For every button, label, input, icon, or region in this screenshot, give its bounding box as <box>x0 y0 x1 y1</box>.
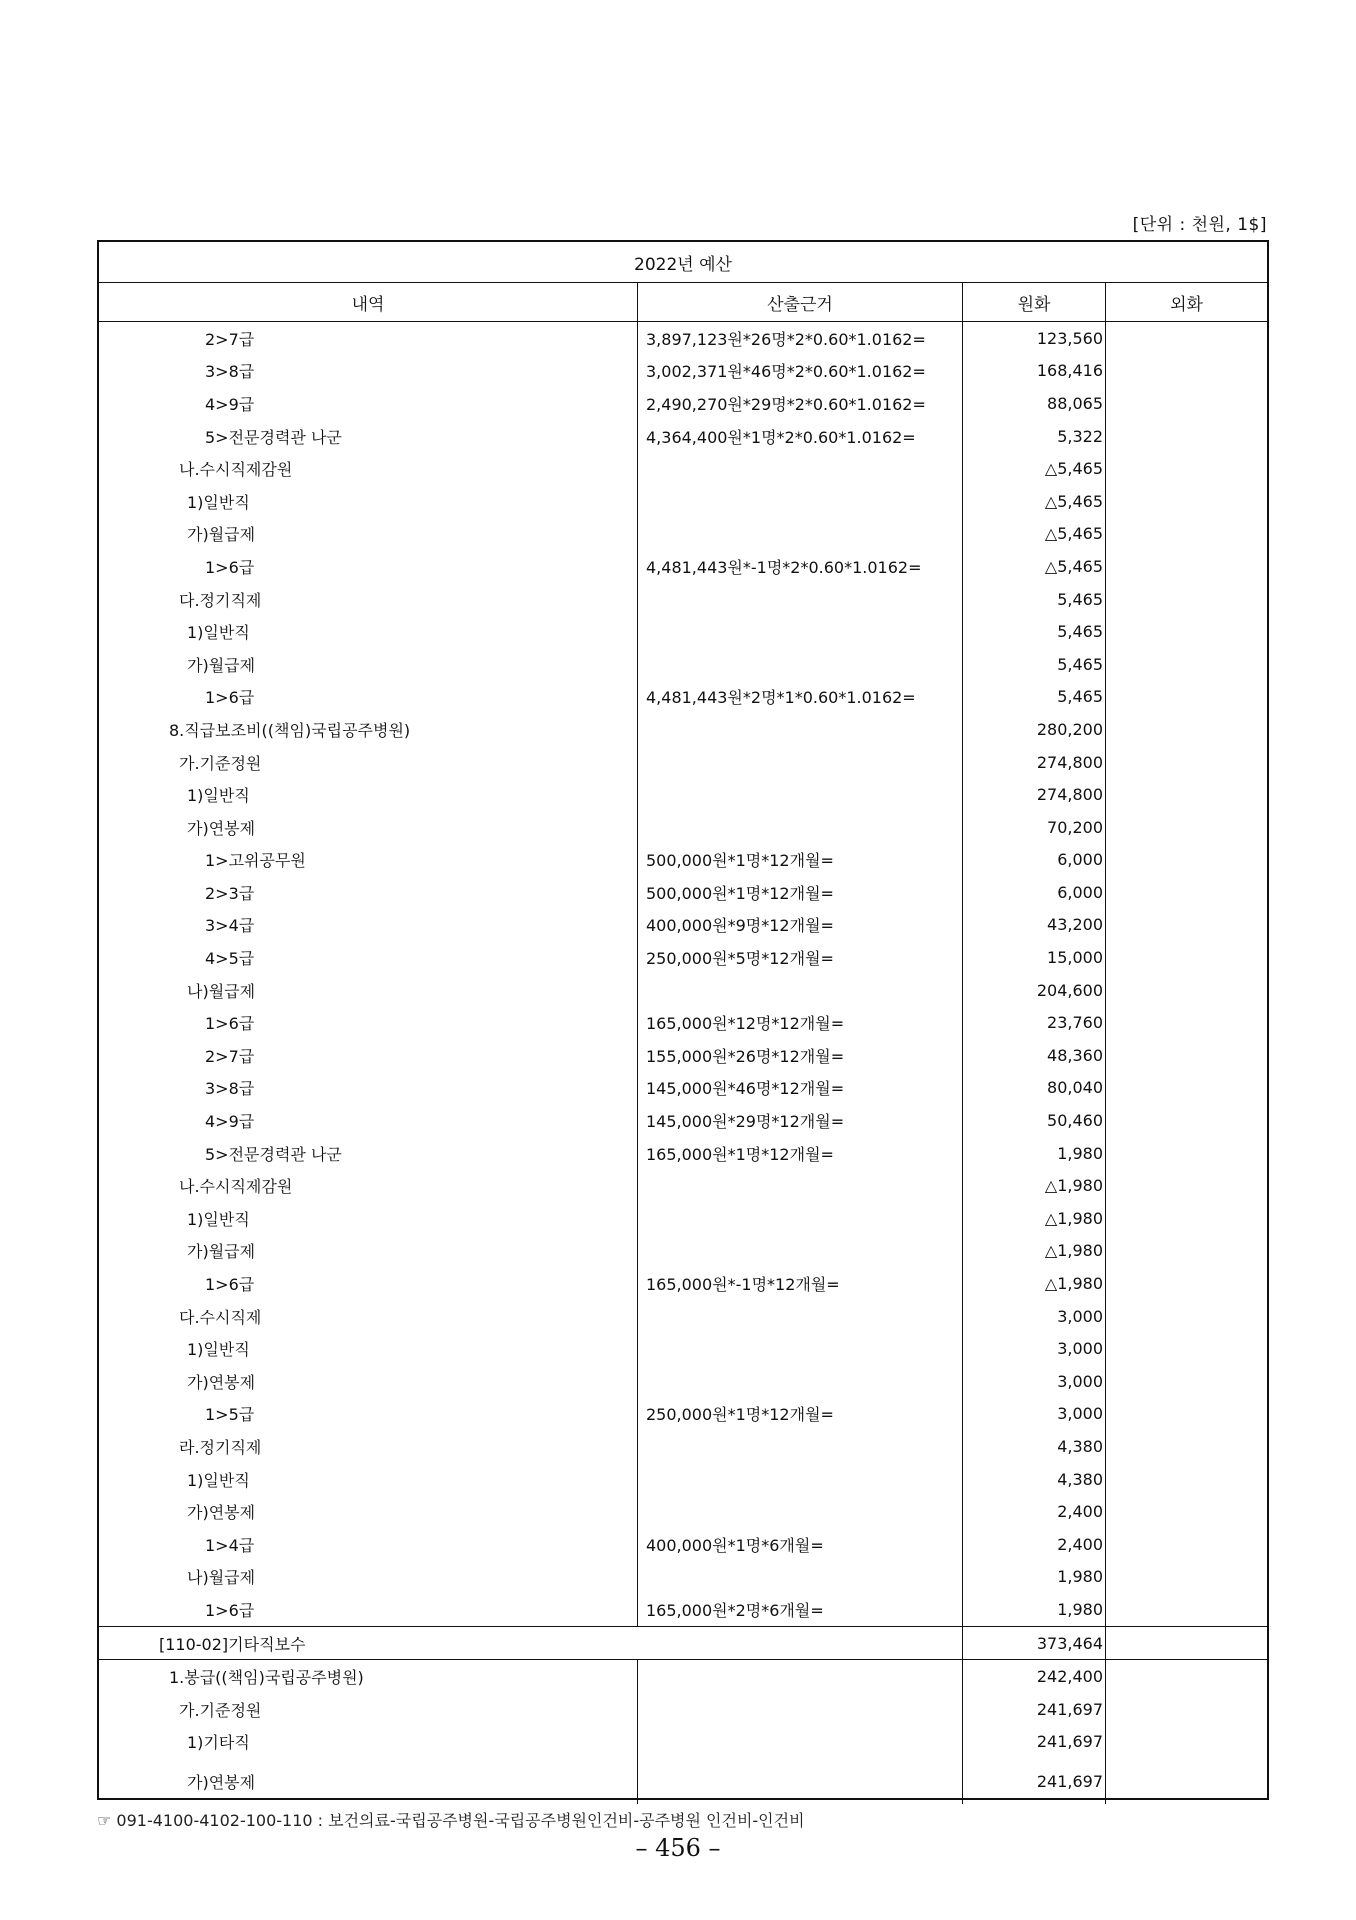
cell-krw: △5,465 <box>962 485 1105 518</box>
cell-item: 4>9급 <box>205 394 255 414</box>
cell-basis <box>637 974 962 1007</box>
table-row <box>99 1463 1267 1496</box>
cell-foreign <box>1105 1528 1267 1561</box>
cell-foreign <box>1105 1660 1267 1693</box>
table-row <box>99 1039 1267 1072</box>
cell-krw: 241,697 <box>962 1758 1105 1804</box>
cell-foreign <box>1105 941 1267 974</box>
cell-basis <box>637 1430 962 1463</box>
cell-item: 4>5급 <box>205 949 255 969</box>
cell-item: 1>고위공무원 <box>205 851 306 871</box>
cell-item: 나)월급제 <box>187 981 256 1001</box>
cell-foreign <box>1105 811 1267 844</box>
cell-foreign <box>1105 1137 1267 1170</box>
cell-item: 가.기준정원 <box>179 1700 262 1720</box>
cell-foreign <box>1105 1726 1267 1759</box>
cell-item: 2>3급 <box>205 883 255 903</box>
cell-krw: 70,200 <box>962 811 1105 844</box>
cell-foreign <box>1105 648 1267 681</box>
table-row <box>99 1006 1267 1039</box>
cell-basis <box>637 485 962 518</box>
cell-item: 1>6급 <box>205 557 255 577</box>
cell-foreign <box>1105 844 1267 877</box>
cell-foreign <box>1105 355 1267 388</box>
cell-item: 2>7급 <box>205 1046 255 1066</box>
cell-item: 2>7급 <box>205 329 255 349</box>
cell-item: 나.수시직제감원 <box>179 460 293 480</box>
header-foreign: 외화 <box>1105 283 1267 321</box>
cell-foreign <box>1105 1072 1267 1105</box>
table-row <box>99 909 1267 942</box>
cell-foreign <box>1105 518 1267 551</box>
header-item: 내역 <box>351 294 385 315</box>
cell-item: 가.기준정원 <box>179 753 262 773</box>
table-row <box>99 1693 1267 1726</box>
cell-krw: 242,400 <box>962 1660 1105 1693</box>
cell-basis: 500,000원*1명*12개월= <box>637 844 962 877</box>
table-row <box>99 1137 1267 1170</box>
budget-table <box>97 240 1269 1800</box>
cell-krw: 80,040 <box>962 1072 1105 1105</box>
cell-foreign <box>1105 974 1267 1007</box>
table-row <box>99 1528 1267 1561</box>
cell-krw: 1,980 <box>962 1593 1105 1626</box>
cell-krw: 1,980 <box>962 1561 1105 1594</box>
cell-basis: 4,481,443원*2명*1*0.60*1.0162= <box>637 681 962 714</box>
cell-foreign <box>1105 1235 1267 1268</box>
cell-basis: 165,000원*1명*12개월= <box>637 1137 962 1170</box>
table-row <box>99 420 1267 453</box>
cell-foreign <box>1105 1202 1267 1235</box>
cell-item: 1>6급 <box>205 688 255 708</box>
table-row <box>99 1758 1267 1804</box>
cell-foreign <box>1105 1006 1267 1039</box>
cell-krw: 15,000 <box>962 941 1105 974</box>
table-row <box>99 1726 1267 1759</box>
table-row <box>99 974 1267 1007</box>
cell-foreign <box>1105 485 1267 518</box>
table-header-row <box>99 283 1267 322</box>
cell-krw: 50,460 <box>962 1104 1105 1137</box>
cell-krw: 168,416 <box>962 355 1105 388</box>
cell-basis <box>637 583 962 616</box>
cell-item: 4>9급 <box>205 1112 255 1132</box>
table-row <box>99 615 1267 648</box>
table-row <box>99 1300 1267 1333</box>
cell-item: 5>전문경력관 나군 <box>205 1144 342 1164</box>
cell-krw: 43,200 <box>962 909 1105 942</box>
table-row <box>99 1332 1267 1365</box>
cell-basis <box>637 1660 962 1693</box>
table-row <box>99 941 1267 974</box>
cell-foreign <box>1105 1365 1267 1398</box>
cell-item: 1)일반직 <box>187 1340 250 1360</box>
table-row <box>99 452 1267 485</box>
cell-item: 1)일반직 <box>187 1470 250 1490</box>
cell-basis: 400,000원*1명*6개월= <box>637 1528 962 1561</box>
cell-item: 1>6급 <box>205 1014 255 1034</box>
cell-krw: 5,322 <box>962 420 1105 453</box>
cell-krw: 5,465 <box>962 615 1105 648</box>
cell-foreign <box>1105 583 1267 616</box>
table-row <box>99 811 1267 844</box>
table-row <box>99 713 1267 746</box>
cell-krw: 1,980 <box>962 1137 1105 1170</box>
cell-foreign <box>1105 1104 1267 1137</box>
table-row <box>99 1202 1267 1235</box>
cell-item: 1)일반직 <box>187 1209 250 1229</box>
table-row <box>99 648 1267 681</box>
cell-basis <box>637 713 962 746</box>
unit-label: [단위 : 천원, 1$] <box>1132 215 1267 235</box>
cell-basis <box>637 615 962 648</box>
cell-item: 다.정기직제 <box>179 590 262 610</box>
cell-basis <box>637 1202 962 1235</box>
table-row <box>99 322 1267 355</box>
cell-foreign <box>1105 1627 1267 1660</box>
cell-foreign <box>1105 746 1267 779</box>
cell-basis: 165,000원*12명*12개월= <box>637 1006 962 1039</box>
cell-krw: 5,465 <box>962 648 1105 681</box>
cell-item: 가)연봉제 <box>187 1503 256 1523</box>
table-body <box>99 322 1267 1804</box>
table-row <box>99 778 1267 811</box>
table-row <box>99 1235 1267 1268</box>
cell-item: 1)기타직 <box>187 1733 250 1753</box>
table-row <box>99 844 1267 877</box>
cell-item: 1)일반직 <box>187 623 250 643</box>
cell-item: 1)일반직 <box>187 492 250 512</box>
cell-item: 나.수시직제감원 <box>179 1177 293 1197</box>
header-basis: 산출근거 <box>637 283 962 321</box>
cell-foreign <box>1105 387 1267 420</box>
table-row <box>99 681 1267 714</box>
table-row <box>99 1169 1267 1202</box>
cell-basis <box>637 1495 962 1528</box>
cell-item: 1>5급 <box>205 1405 255 1425</box>
cell-item: 가)월급제 <box>187 525 256 545</box>
table-row <box>99 1561 1267 1594</box>
cell-basis <box>637 648 962 681</box>
table-row <box>99 1659 1267 1693</box>
cell-basis: 500,000원*1명*12개월= <box>637 876 962 909</box>
cell-basis: 145,000원*46명*12개월= <box>637 1072 962 1105</box>
cell-basis: 250,000원*1명*12개월= <box>637 1398 962 1431</box>
table-row <box>99 1430 1267 1463</box>
cell-krw: △5,465 <box>962 550 1105 583</box>
cell-krw: 6,000 <box>962 844 1105 877</box>
cell-foreign <box>1105 1758 1267 1804</box>
cell-foreign <box>1105 876 1267 909</box>
cell-foreign <box>1105 1267 1267 1300</box>
cell-krw: 88,065 <box>962 387 1105 420</box>
cell-krw: 2,400 <box>962 1495 1105 1528</box>
cell-basis <box>637 811 962 844</box>
cell-basis: 155,000원*26명*12개월= <box>637 1039 962 1072</box>
cell-foreign <box>1105 1430 1267 1463</box>
table-row <box>99 1398 1267 1431</box>
table-title: 2022년 예산 <box>99 242 1267 283</box>
cell-basis: 165,000원*-1명*12개월= <box>637 1267 962 1300</box>
cell-krw: 23,760 <box>962 1006 1105 1039</box>
table-row <box>99 746 1267 779</box>
table-row <box>99 387 1267 420</box>
cell-item: 1>4급 <box>205 1535 255 1555</box>
cell-basis: 4,481,443원*-1명*2*0.60*1.0162= <box>637 550 962 583</box>
cell-foreign <box>1105 1693 1267 1726</box>
cell-foreign <box>1105 1495 1267 1528</box>
cell-krw: 4,380 <box>962 1463 1105 1496</box>
cell-item: 1>6급 <box>205 1600 255 1620</box>
cell-item: 5>전문경력관 나군 <box>205 427 342 447</box>
page-number: – 456 – <box>635 1834 721 1862</box>
cell-basis <box>637 1365 962 1398</box>
cell-krw: △5,465 <box>962 518 1105 551</box>
cell-foreign <box>1105 1332 1267 1365</box>
cell-krw: 3,000 <box>962 1398 1105 1431</box>
cell-basis: 145,000원*29명*12개월= <box>637 1104 962 1137</box>
cell-krw: 48,360 <box>962 1039 1105 1072</box>
cell-basis: 165,000원*2명*6개월= <box>637 1593 962 1626</box>
cell-basis: 400,000원*9명*12개월= <box>637 909 962 942</box>
cell-krw: 274,800 <box>962 778 1105 811</box>
cell-foreign <box>1105 615 1267 648</box>
cell-basis <box>637 1235 962 1268</box>
cell-basis <box>637 746 962 779</box>
cell-krw: 2,400 <box>962 1528 1105 1561</box>
cell-item: 8.직급보조비((책임)국립공주병원) <box>169 720 411 740</box>
cell-basis: 4,364,400원*1명*2*0.60*1.0162= <box>637 420 962 453</box>
cell-krw: 3,000 <box>962 1300 1105 1333</box>
cell-krw: 6,000 <box>962 876 1105 909</box>
table-row <box>99 1495 1267 1528</box>
cell-basis <box>637 1726 962 1759</box>
cell-foreign <box>1105 420 1267 453</box>
cell-basis <box>637 1300 962 1333</box>
cell-basis: 2,490,270원*29명*2*0.60*1.0162= <box>637 387 962 420</box>
cell-basis: 250,000원*5명*12개월= <box>637 941 962 974</box>
cell-foreign <box>1105 1398 1267 1431</box>
cell-foreign <box>1105 1561 1267 1594</box>
cell-foreign <box>1105 550 1267 583</box>
cell-item: 3>4급 <box>205 916 255 936</box>
cell-basis: 3,002,371원*46명*2*0.60*1.0162= <box>637 355 962 388</box>
cell-item: 다.수시직제 <box>179 1307 262 1327</box>
footnote: ☞ 091-4100-4102-100-110 : 보건의료-국립공주병원-국립공주병원인건비-공주병원 인건비-인건비 <box>97 1811 805 1830</box>
cell-krw: 5,465 <box>962 583 1105 616</box>
table-row <box>99 876 1267 909</box>
cell-foreign <box>1105 713 1267 746</box>
cell-krw: 3,000 <box>962 1332 1105 1365</box>
cell-basis <box>637 518 962 551</box>
cell-foreign <box>1105 1169 1267 1202</box>
cell-krw: 123,560 <box>962 322 1105 355</box>
cell-item: 가)월급제 <box>187 655 256 675</box>
table-row <box>99 355 1267 388</box>
cell-item: 가)연봉제 <box>187 1772 256 1792</box>
cell-item: 1)일반직 <box>187 786 250 806</box>
cell-foreign <box>1105 1039 1267 1072</box>
header-krw: 원화 <box>962 283 1105 321</box>
cell-krw: △1,980 <box>962 1169 1105 1202</box>
cell-basis <box>637 1758 962 1804</box>
cell-item: 3>8급 <box>205 362 255 382</box>
cell-item: 1.봉급((책임)국립공주병원) <box>169 1668 364 1688</box>
cell-basis <box>637 1561 962 1594</box>
cell-krw: △1,980 <box>962 1267 1105 1300</box>
cell-basis: 3,897,123원*26명*2*0.60*1.0162= <box>637 322 962 355</box>
table-row <box>99 1365 1267 1398</box>
cell-foreign <box>1105 909 1267 942</box>
cell-item: 나)월급제 <box>187 1568 256 1588</box>
cell-foreign <box>1105 1300 1267 1333</box>
cell-krw: 3,000 <box>962 1365 1105 1398</box>
cell-item: 가)연봉제 <box>187 1372 256 1392</box>
cell-foreign <box>1105 681 1267 714</box>
cell-krw: 5,465 <box>962 681 1105 714</box>
cell-krw: 274,800 <box>962 746 1105 779</box>
cell-basis <box>637 778 962 811</box>
cell-krw: 241,697 <box>962 1693 1105 1726</box>
cell-krw: △1,980 <box>962 1235 1105 1268</box>
cell-krw: 4,380 <box>962 1430 1105 1463</box>
cell-item: [110-02]기타직보수 <box>159 1634 306 1654</box>
table-row <box>99 485 1267 518</box>
table-row <box>99 550 1267 583</box>
cell-basis <box>637 1332 962 1365</box>
table-row <box>99 583 1267 616</box>
table-row <box>99 1267 1267 1300</box>
cell-krw: 280,200 <box>962 713 1105 746</box>
cell-item: 3>8급 <box>205 1079 255 1099</box>
cell-foreign <box>1105 778 1267 811</box>
cell-item: 1>6급 <box>205 1275 255 1295</box>
cell-krw: 204,600 <box>962 974 1105 1007</box>
table-row <box>99 1626 1267 1660</box>
cell-krw: △1,980 <box>962 1202 1105 1235</box>
cell-basis <box>637 1693 962 1726</box>
table-row <box>99 1072 1267 1105</box>
cell-foreign <box>1105 322 1267 355</box>
cell-foreign <box>1105 1463 1267 1496</box>
cell-foreign <box>1105 1593 1267 1626</box>
cell-krw: 241,697 <box>962 1726 1105 1759</box>
cell-krw: 373,464 <box>962 1627 1105 1660</box>
cell-krw: △5,465 <box>962 452 1105 485</box>
table-row <box>99 1104 1267 1137</box>
table-row <box>99 1593 1267 1626</box>
cell-foreign <box>1105 452 1267 485</box>
table-row <box>99 518 1267 551</box>
cell-item: 라.정기직제 <box>179 1437 262 1457</box>
cell-item: 가)월급제 <box>187 1242 256 1262</box>
cell-basis <box>637 452 962 485</box>
cell-basis <box>637 1169 962 1202</box>
cell-item: 가)연봉제 <box>187 818 256 838</box>
cell-basis <box>637 1463 962 1496</box>
